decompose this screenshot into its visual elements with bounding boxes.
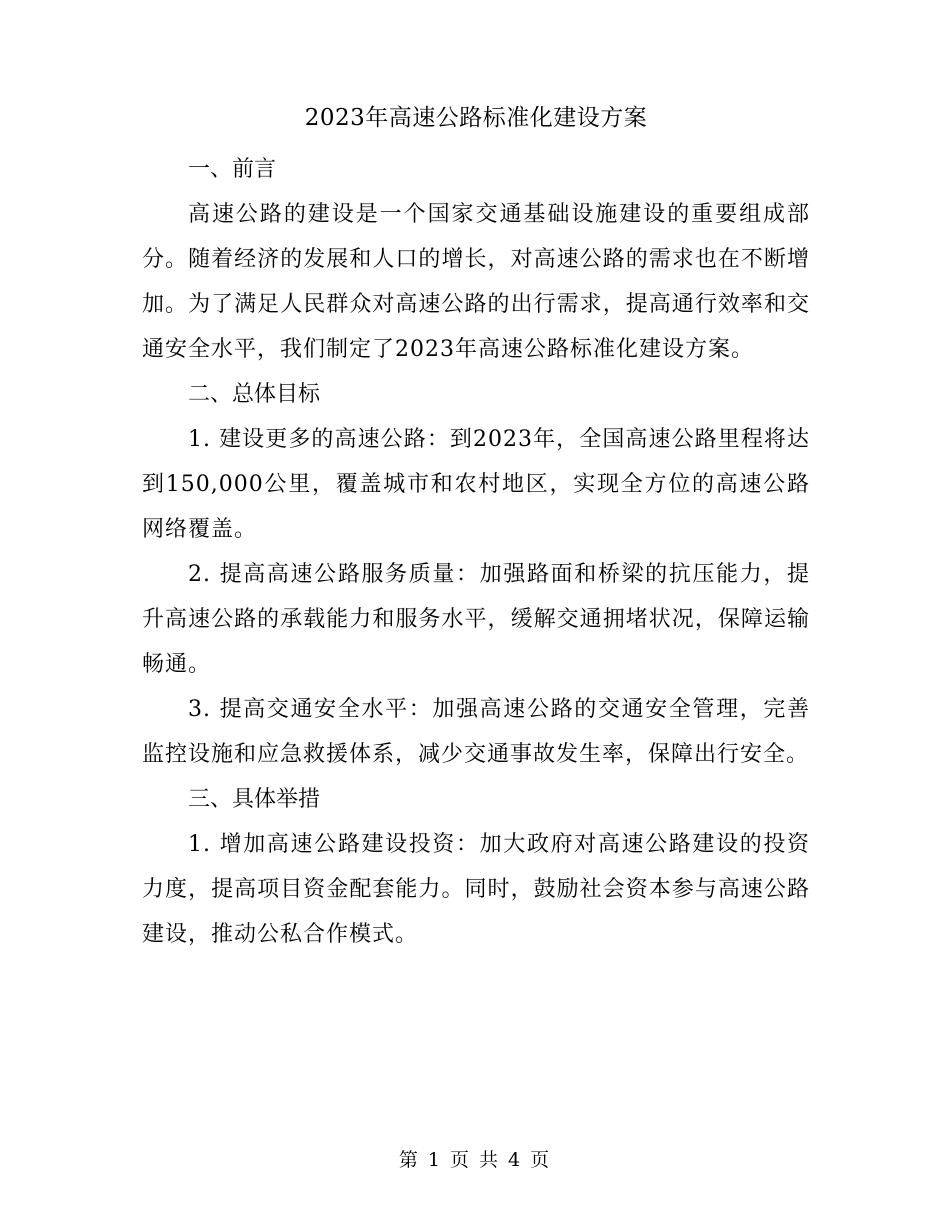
paragraph-goal-3: 3. 提高交通安全水平：加强高速公路的交通安全管理，完善监控设施和应急救援体系，减少交通事故发生率，保障出行安全。 — [142, 697, 810, 767]
paragraph-measure-1: 1. 增加高速公路建设投资：加大政府对高速公路建设的投资力度，提高项目资金配套能力。同时，鼓励社会资本参与高速公路建设，推动公私合作模式。 — [142, 832, 810, 947]
section-heading-preface: 一、前言 — [188, 157, 277, 182]
paragraph-goal-2: 2. 提高高速公路服务质量：加强路面和桥梁的抗压能力，提升高速公路的承载能力和服务水平，缓解交通拥堵状况，保障运输畅通。 — [142, 562, 810, 677]
document-body — [142, 103, 810, 957]
section-heading-overall-goals: 二、总体目标 — [188, 382, 321, 407]
paragraph-goal-1: 1. 建设更多的高速公路：到2023年，全国高速公路里程将达到150,000公里，覆盖城市和农村地区，实现全方位的高速公路网络覆盖。 — [142, 427, 810, 542]
page-number-footer: 第 1 页 共 4 页 — [398, 1149, 552, 1171]
section-heading-specific-measures: 三、具体举措 — [188, 787, 321, 812]
document-title: 2023年高速公路标准化建设方案 — [304, 105, 648, 131]
paragraph-preface: 高速公路的建设是一个国家交通基础设施建设的重要组成部分。随着经济的发展和人口的增长，对高速公路的需求也在不断增加。为了满足人民群众对高速公路的出行需求，提高通行效率和交通安全水平，我们制定了2023年高速公路标准化建设方案。 — [142, 202, 810, 362]
